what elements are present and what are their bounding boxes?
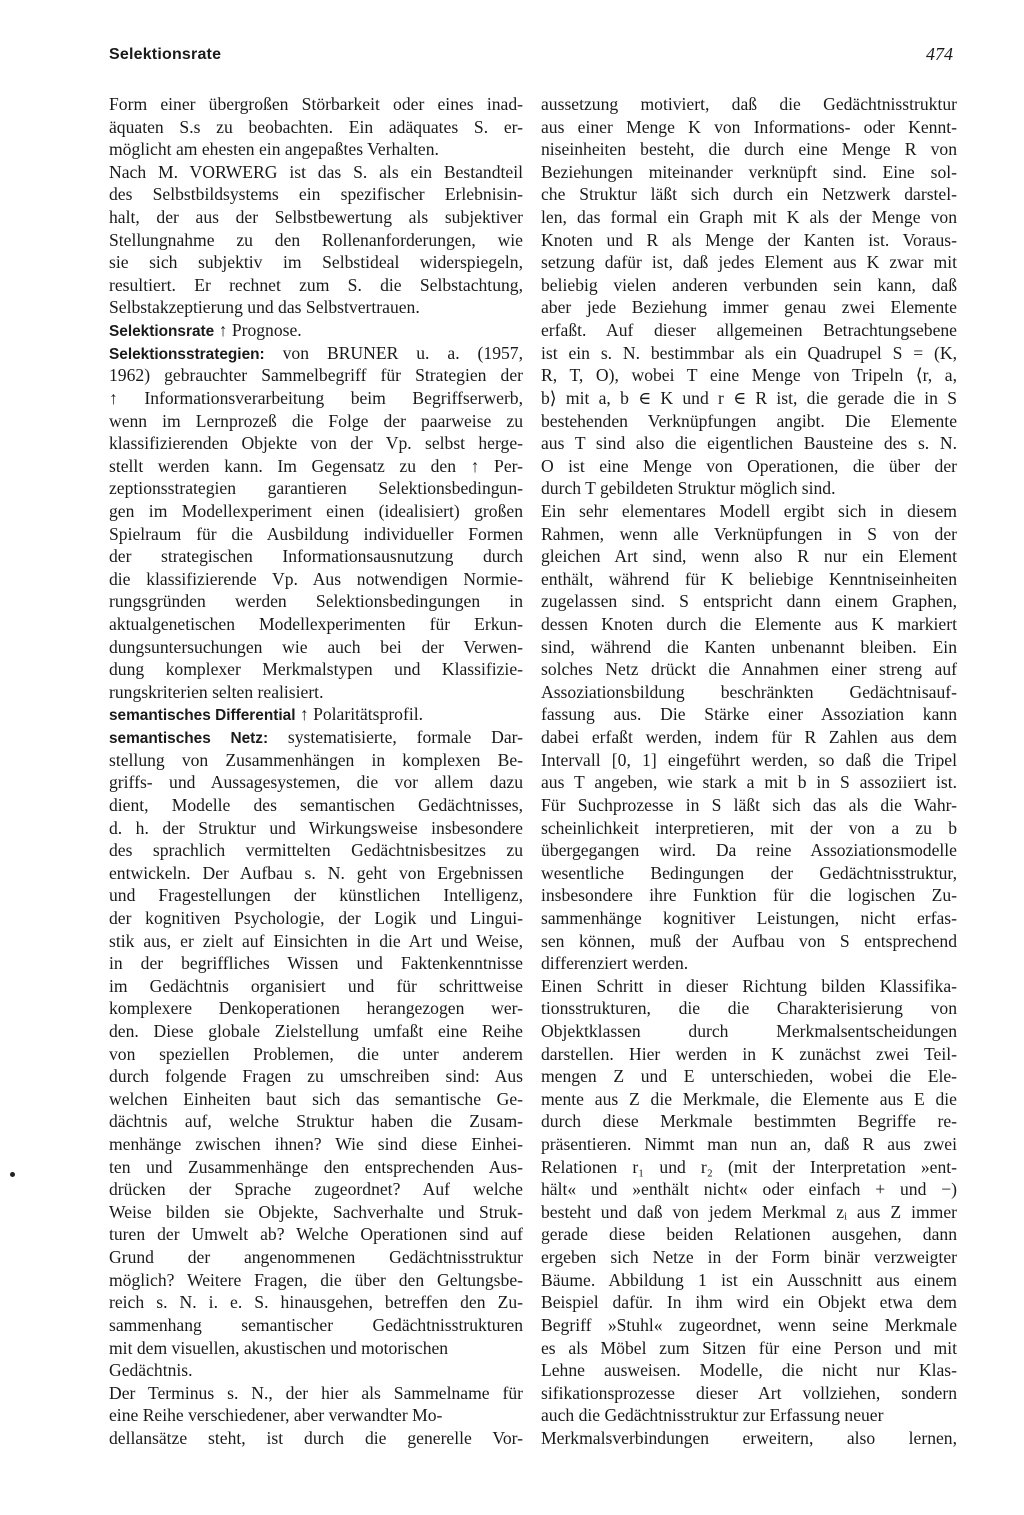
text-line: sind, während die Kanten unbenannt bleiben. Ein [541, 636, 957, 657]
text-line: dessen Knoten durch die Elemente aus K markiert [541, 614, 957, 635]
text-line: welchen Einheiten baut sich das semantische Ge- [109, 1088, 523, 1109]
text-line: aus einer Menge K von Informations- oder Kennt- [541, 116, 957, 137]
text-line: halt, der aus der Selbstbewertung als subjektiver [109, 207, 523, 228]
text-line [109, 703, 523, 726]
text-line: Weise bilden sie Objekte, Sachverhalte und Struk- [109, 1201, 523, 1222]
text-line: Begriff »Stuhl« zugeordnet, wenn seine Merkmale [541, 1314, 957, 1335]
text-line: möglicht am ehesten ein angepaßtes Verhalten. [109, 139, 439, 160]
text-line: Form einer übergroßen Störbarkeit oder eines inad- [109, 94, 523, 114]
text-line: besteht und daß von jedem Merkmal zᵢ aus Z immer [541, 1201, 957, 1222]
text-line: dellansätze steht, ist durch die generelle Vor- [109, 1427, 523, 1448]
text-line: Intervall [0, 1] eingeführt werden, so daß die Tripel [541, 749, 957, 770]
text-line: aussetzung motiviert, daß die Gedächtnisstruktur [541, 94, 957, 114]
lemma-text: ↑ Polaritätsprofil. [295, 704, 424, 725]
text-line: aus T angeben, wie stark a mit b in S assoziiert ist. [541, 772, 957, 793]
text-line: enthält, während für K beliebige Kenntniseinheiten [541, 568, 957, 589]
margin-dot [10, 1172, 15, 1177]
text-line: möglich? Weitere Fragen, die über den Geltungsbe- [109, 1269, 523, 1290]
text-line: menhänge zwischen ihnen? Wie sind diese Einhei- [109, 1134, 523, 1155]
text-line: klassifizierenden Objekte von der Vp. selbst herge- [109, 433, 523, 454]
text-line: gen im Modellexperiment einen (idealisiert) großen [109, 500, 523, 521]
text-line: b⟩ mit a, b ∈ K und r ∈ R ist, die gerade die in S [541, 387, 957, 408]
text-line: mit dem visuellen, akustischen und motorischen [109, 1337, 449, 1358]
text-line: mengen Z und E unterschieden, wobei die Ele- [541, 1066, 957, 1087]
text-line: R, T, O), wobei T eine Menge von Tripeln ⟨r, a, [541, 365, 957, 386]
text-line: hält« und »enthält nicht« oder einfach + und −) [541, 1179, 957, 1200]
text-line: eine Reihe verschiedener, aber verwandter Mo- [109, 1405, 443, 1426]
text-line: dabei erfaßt werden, indem für R Zahlen aus dem [541, 727, 957, 748]
text-line: übergegangen wird. Da reine Assoziationsmodelle [541, 840, 957, 861]
text-line [109, 342, 523, 365]
text-line: resultiert. Er rechnet zum S. die Selbstachtung, [109, 274, 523, 295]
text-line: reich s. N. i. e. S. hinausgehen, betreffen den Zu- [109, 1292, 523, 1313]
text-line: ↑ Informationsverarbeitung beim Begriffserwerb, [109, 387, 523, 408]
text-line: dächtnis auf, welche Struktur haben die Zusam- [109, 1111, 523, 1132]
text-line: Beispiel dafür. In ihm wird ein Objekt etwa dem [541, 1292, 957, 1313]
text-line: gleichen Art sind, wenn also R nur ein Element [541, 546, 957, 567]
text-line: setzung dafür ist, daß jedes Element aus K zwar mit [541, 252, 957, 273]
text-line: stik aus, er zielt auf Einsichten in die Art und Weise, [109, 930, 523, 951]
text-line: dient, Modelle des semantischen Gedächtnisses, [109, 794, 523, 815]
text-line: der kognitiven Psychologie, der Logik und Lingui- [109, 907, 523, 928]
text-line: bestehenden Verknüpfungen angibt. Die Elemente [541, 410, 957, 431]
text-line: im Gedächtnis organisiert und für schrittweise [109, 975, 523, 996]
text-line: wenn im Lernprozeß die Folge der paarweise zu [109, 410, 523, 431]
text-line: O ist eine Menge von Operationen, die über der [541, 455, 957, 476]
text-line: Lehne ausweisen. Modelle, die nicht nur Klas- [541, 1360, 957, 1381]
text-line: insbesondere ihre Funktion für die logischen Zu- [541, 885, 957, 906]
text-line: scheinlichkeit interpretieren, mit der von a zu b [541, 817, 957, 838]
text-line: aktualgenetischen Modellexperimenten für Erkun- [109, 614, 523, 635]
running-head: Selektionsrate [109, 46, 222, 63]
lemma-term: semantisches Differential [109, 707, 296, 725]
text-line: tionsstrukturen, die die Charakterisierung von [541, 998, 957, 1019]
text-line: darstellen. Hier werden in K zunächst zwei Teil- [541, 1043, 957, 1064]
text-line: in der begriffliches Wissen und Faktenkenntnisse [109, 953, 523, 974]
text-line: stellung von Zusammenhängen in komplexen Be- [109, 749, 523, 770]
text-line: rungsgründen werden Selektionsbedingungen in [109, 591, 523, 612]
text-line: aber jede Beziehung immer genau zwei Elemente [541, 297, 957, 318]
text-line: sifikationsprozesse dieser Art vollziehen, sondern [541, 1382, 957, 1403]
text-line: sie sich subjektiv im Selbstideal widerspiegeln, [109, 252, 523, 273]
lemma-text: von BRUNER u. a. (1957, [264, 342, 523, 363]
lemma-text: ↑ Prognose. [214, 320, 302, 341]
text-line [109, 726, 523, 749]
text-line: zugelassen sind. S entspricht dann einem Graphen, [541, 591, 957, 612]
text-line: ist ein s. N. bestimmbar als ein Quadrupel S = (K, [541, 342, 957, 363]
text-line: Für Suchprozesse in S läßt sich das als die Wahr- [541, 794, 957, 815]
lemma-term: Selektionsrate [109, 323, 215, 341]
text-line: dungsuntersuchungen wie auch bei der Verwen- [109, 636, 523, 657]
text-line: auch die Gedächtnisstruktur zur Erfassung neuer [541, 1405, 884, 1426]
text-line: beliebig vielen anderen verbunden sein kann, daß [541, 274, 957, 295]
text-line: aus T sind also die eigentlichen Bausteine des s. N. [541, 433, 957, 454]
text-line: Rahmen, wenn alle Verknüpfungen in S von der [541, 523, 957, 544]
text-line: Einen Schritt in dieser Richtung bilden Klassifika- [541, 975, 957, 996]
text-line: mente aus Z die Merkmale, die Elemente aus E die [541, 1088, 957, 1109]
text-line: von speziellen Problemen, die unter anderem [109, 1043, 523, 1064]
text-line: durch folgende Fragen zu umschreiben sind: Aus [109, 1066, 523, 1087]
text-line: differenziert werden. [541, 953, 689, 974]
text-line: des sprachlich vermittelten Gedächtnisbesitzes zu [109, 840, 523, 861]
text-line: und Fragestellungen der künstlichen Intelligenz, [109, 885, 523, 906]
text-line: erfaßt. Auf dieser allgemeinen Betrachtungsebene [541, 320, 957, 341]
text-line: des Selbstbildsystems ein spezifischer Erlebnisin- [109, 184, 523, 205]
text-line: dung komplexer Merkmalstypen und Klassifizie- [109, 659, 523, 680]
text-line: Assoziationsbildung beschränkten Gedächtnisauf- [541, 681, 957, 702]
text-line: entwickeln. Der Aufbau s. N. geht von Ergebnissen [109, 862, 523, 883]
text-line: durch diese Merkmale bestimmten Begriffe re- [541, 1111, 957, 1132]
text-line: Nach M. VORWERG ist das S. als ein Bestandteil [109, 161, 523, 182]
text-line: d. h. der Struktur und Wirkungsweise insbesondere [109, 817, 523, 838]
text-line: es als Möbel zum Sitzen für eine Person und mit [541, 1337, 957, 1358]
right-column [541, 93, 957, 1450]
text-line: len, das formal ein Graph mit K als der Menge von [541, 207, 957, 228]
text-line: Bäume. Abbildung 1 ist ein Ausschnitt aus einem [541, 1269, 957, 1290]
text-line [109, 319, 523, 342]
text-line: Grund der angenommenen Gedächtnisstruktur [109, 1247, 523, 1268]
text-line: che Struktur läßt sich durch ein Netzwerk darstel- [541, 184, 957, 205]
page-number: 474 [926, 44, 953, 64]
left-column [109, 93, 523, 1450]
text-line: sammenhang semantischer Gedächtnisstrukturen [109, 1314, 523, 1335]
text-line: Gedächtnis. [109, 1360, 193, 1381]
text-line: Der Terminus s. N., der hier als Sammelname für [109, 1382, 523, 1403]
text-line: griffs- und Aussagesystemen, die vor allem dazu [109, 772, 523, 793]
lemma-text: systematisierte, formale Dar- [268, 727, 523, 748]
text-line: 1962) gebrauchter Sammelbegriff für Strategien der [109, 365, 523, 386]
lemma-term: Selektionsstrategien: [109, 345, 265, 363]
text-line: sen können, muß der Aufbau von S entsprechend [541, 930, 957, 951]
text-line: Merkmalsverbindungen erweitern, also lernen, [541, 1427, 957, 1448]
text-line: Relationen r₁ und r₂ (mit der Interpretation »ent- [541, 1156, 957, 1177]
text-line: die klassifizierende Vp. Aus notwendigen Normie- [109, 568, 523, 589]
text-line: turen der Umwelt ab? Welche Operationen sind auf [109, 1224, 523, 1245]
text-line: Selbstakzeptierung und das Selbstvertrauen. [109, 297, 420, 318]
text-line: durch T gebildeten Struktur möglich sind. [541, 478, 836, 499]
text-line: komplexere Denkoperationen herangezogen wer- [109, 998, 523, 1019]
text-line: Knoten und R als Menge der Kanten ist. Voraus- [541, 229, 957, 250]
text-line: äquaten S.s zu beobachten. Ein adäquates S. er- [109, 116, 523, 137]
text-line: Objektklassen durch Merkmalsentscheidungen [541, 1020, 957, 1041]
text-line: präsentieren. Nimmt man nun an, daß R aus zwei [541, 1134, 957, 1155]
text-line: drücken der Sprache zugeordnet? Auf welche [109, 1179, 523, 1200]
lemma-term: semantisches Netz: [109, 730, 269, 748]
text-line: Stellungnahme zu den Rollenanforderungen, wie [109, 229, 523, 250]
text-line: rungskriterien selten realisiert. [109, 681, 324, 702]
text-line: fassung aus. Die Stärke einer Assoziation kann [541, 704, 957, 725]
text-line: Beziehungen miteinander verknüpft sind. Eine sol- [541, 161, 957, 182]
text-line: solches Netz drückt die Annahmen einer streng auf [541, 659, 957, 680]
text-line: wesentliche Bedingungen der Gedächtnisstruktur, [541, 862, 957, 883]
text-line: ten und Zusammenhänge den entsprechenden Aus- [109, 1156, 523, 1177]
text-line: gerade diese beiden Relationen ausgehen, dann [541, 1224, 957, 1245]
text-line: zeptionsstrategien garantieren Selektionsbedingun- [109, 478, 523, 499]
text-line: Ein sehr elementares Modell ergibt sich in diesem [541, 500, 957, 521]
text-line: Spielraum für die Ausbildung individueller Formen [109, 523, 523, 544]
text-line: niseinheiten besteht, die durch eine Menge R von [541, 139, 957, 160]
text-line: der strategischen Informationsausnutzung durch [109, 546, 523, 567]
text-line: sammenhänge kognitiver Leistungen, nicht erfas- [541, 907, 957, 928]
text-line: den. Diese globale Zielstellung umfaßt eine Reihe [109, 1020, 523, 1041]
text-line: stellt werden kann. Im Gegensatz zu den ↑ Per- [109, 455, 523, 476]
text-line: ergeben sich Netze in der Form binär verzweigter [541, 1247, 957, 1268]
